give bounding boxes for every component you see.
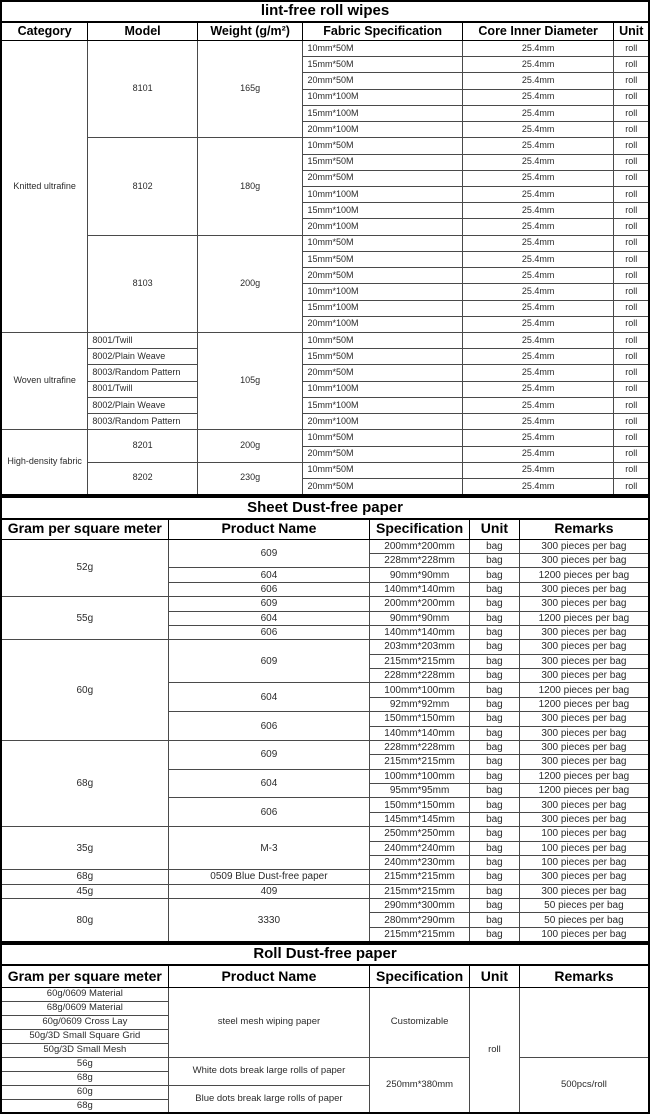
table-cell: 240mm*230mm — [370, 855, 470, 869]
column-header: Specification — [370, 519, 470, 540]
column-header: Gram per square meter — [1, 519, 168, 540]
table-cell: 8103 — [88, 235, 198, 332]
table-cell: bag — [469, 539, 519, 553]
table-cell: 145mm*145mm — [370, 812, 470, 826]
table-cell: 300 pieces per bag — [519, 712, 649, 726]
table-cell: 180g — [197, 138, 303, 235]
table-cell: 300 pieces per bag — [519, 554, 649, 568]
column-header: Unit — [469, 965, 519, 987]
table-cell: 92mm*92mm — [370, 697, 470, 711]
table-cell: 300 pieces per bag — [519, 798, 649, 812]
table-cell: 55g — [1, 597, 168, 640]
table-cell: roll — [614, 462, 649, 478]
table-cell: 25.4mm — [462, 316, 614, 332]
table-cell: 1200 pieces per bag — [519, 697, 649, 711]
table-cell: 606 — [168, 798, 370, 827]
table-row — [1, 987, 649, 1001]
table-cell: 8001/Twill — [88, 332, 198, 348]
table-cell: 25.4mm — [462, 268, 614, 284]
table-cell: 25.4mm — [462, 219, 614, 235]
table-cell: 20mm*100M — [303, 316, 462, 332]
table-cell: 150mm*150mm — [370, 712, 470, 726]
table-row — [1, 870, 649, 884]
table-cell: 100mm*100mm — [370, 683, 470, 697]
table-cell: roll — [614, 138, 649, 154]
table-cell: roll — [614, 105, 649, 121]
table-cell: 150mm*150mm — [370, 798, 470, 812]
table-cell: 8001/Twill — [88, 381, 198, 397]
table-cell: bag — [469, 827, 519, 841]
column-header: Category — [1, 22, 88, 40]
table-cell: 609 — [168, 539, 370, 568]
table-cell: roll — [614, 41, 649, 57]
table-cell: 90mm*90mm — [370, 568, 470, 582]
table-cell: 200g — [197, 235, 303, 332]
table-cell: 165g — [197, 41, 303, 138]
table-cell: 25.4mm — [462, 462, 614, 478]
table-cell: roll — [614, 332, 649, 348]
column-header: Fabric Specification — [303, 22, 462, 40]
table-cell: 228mm*228mm — [370, 669, 470, 683]
table-cell: 609 — [168, 597, 370, 611]
table-sheet-dust-free-paper — [0, 496, 650, 943]
table-cell: 300 pieces per bag — [519, 755, 649, 769]
table-cell: 500pcs/roll — [519, 1057, 649, 1113]
table-cell: 52g — [1, 539, 168, 597]
table-cell: bag — [469, 855, 519, 869]
table-cell: 25.4mm — [462, 478, 614, 495]
table-cell: 604 — [168, 769, 370, 798]
table-cell: 25.4mm — [462, 251, 614, 267]
table-cell: 8002/Plain Weave — [88, 349, 198, 365]
table-cell: bag — [469, 812, 519, 826]
table-cell: Blue dots break large rolls of paper — [168, 1085, 370, 1113]
table-cell: 203mm*203mm — [370, 640, 470, 654]
table-cell: 45g — [1, 884, 168, 898]
table-cell: roll — [614, 414, 649, 430]
table-cell: Knitted ultrafine — [1, 41, 88, 333]
table-cell: 60g — [1, 640, 168, 741]
table-cell: steel mesh wiping paper — [168, 987, 370, 1057]
table-cell: 25.4mm — [462, 414, 614, 430]
table-cell: roll — [614, 268, 649, 284]
table-row — [1, 827, 649, 841]
table-cell: roll — [614, 446, 649, 462]
table-cell: 8003/Random Pattern — [88, 365, 198, 381]
table-row — [1, 332, 649, 348]
table-cell: 10mm*100M — [303, 187, 462, 203]
table-cell: 215mm*215mm — [370, 884, 470, 898]
table-cell: 300 pieces per bag — [519, 726, 649, 740]
table-row — [1, 640, 649, 654]
table-cell: 25.4mm — [462, 430, 614, 446]
table-cell: roll — [614, 235, 649, 251]
table-cell: High-density fabric — [1, 430, 88, 495]
table-cell: 300 pieces per bag — [519, 597, 649, 611]
table-cell: 100 pieces per bag — [519, 841, 649, 855]
table-cell: 20mm*50M — [303, 446, 462, 462]
table-cell: 604 — [168, 568, 370, 582]
table-cell: bag — [469, 899, 519, 913]
table-cell: roll — [614, 219, 649, 235]
table-cell: 228mm*228mm — [370, 740, 470, 754]
table-cell: 0509 Blue Dust-free paper — [168, 870, 370, 884]
table-cell: 215mm*215mm — [370, 870, 470, 884]
table-cell: 20mm*50M — [303, 365, 462, 381]
table-cell: 8201 — [88, 430, 198, 462]
table-cell: roll — [614, 122, 649, 138]
column-header: Unit — [614, 22, 649, 40]
table-cell: 140mm*140mm — [370, 726, 470, 740]
table-row — [1, 414, 649, 430]
table-cell: 609 — [168, 740, 370, 769]
table-cell: bag — [469, 669, 519, 683]
table-cell: 90mm*90mm — [370, 611, 470, 625]
table-cell: 200g — [197, 430, 303, 462]
table-cell: 100 pieces per bag — [519, 927, 649, 942]
table-cell: bag — [469, 884, 519, 898]
table-cell: 25.4mm — [462, 138, 614, 154]
table-lint-free-roll-wipes — [0, 0, 650, 496]
table-cell: 100 pieces per bag — [519, 827, 649, 841]
table-cell: 609 — [168, 640, 370, 683]
table-cell: 68g — [1, 1099, 168, 1113]
table-cell: roll — [614, 397, 649, 413]
table-cell: 20mm*50M — [303, 73, 462, 89]
table-cell: 300 pieces per bag — [519, 669, 649, 683]
table-cell: 10mm*50M — [303, 332, 462, 348]
table-cell: 300 pieces per bag — [519, 654, 649, 668]
table-cell: 240mm*240mm — [370, 841, 470, 855]
table-cell: 100 pieces per bag — [519, 855, 649, 869]
table-cell: 20mm*50M — [303, 170, 462, 186]
table-cell: 25.4mm — [462, 73, 614, 89]
table-cell: bag — [469, 582, 519, 596]
table-cell: 215mm*215mm — [370, 927, 470, 942]
table-cell: 10mm*50M — [303, 462, 462, 478]
table-cell: 10mm*100M — [303, 381, 462, 397]
table-cell: 20mm*100M — [303, 219, 462, 235]
table-cell: 15mm*50M — [303, 349, 462, 365]
table-cell: bag — [469, 798, 519, 812]
table-cell: roll — [614, 430, 649, 446]
table-cell: bag — [469, 597, 519, 611]
table-cell: roll — [614, 154, 649, 170]
table-cell: 20mm*100M — [303, 414, 462, 430]
table-cell: bag — [469, 726, 519, 740]
table-cell: roll — [614, 284, 649, 300]
table-cell: 300 pieces per bag — [519, 640, 649, 654]
table-cell: roll — [614, 89, 649, 105]
table-cell: 1200 pieces per bag — [519, 769, 649, 783]
table-cell: 215mm*215mm — [370, 654, 470, 668]
table-row — [1, 235, 649, 251]
table-cell: 68g — [1, 870, 168, 884]
table-row — [1, 899, 649, 913]
table-cell: roll — [614, 316, 649, 332]
table-cell: 10mm*100M — [303, 89, 462, 105]
table-cell: 105g — [197, 332, 303, 429]
column-header: Remarks — [519, 965, 649, 987]
table-cell: 8202 — [88, 462, 198, 495]
column-header: Product Name — [168, 519, 370, 540]
table-row — [1, 539, 649, 553]
table-cell: 1200 pieces per bag — [519, 568, 649, 582]
table-cell: White dots break large rolls of paper — [168, 1057, 370, 1085]
table-cell: 8002/Plain Weave — [88, 397, 198, 413]
table-cell: bag — [469, 683, 519, 697]
table-cell: roll — [614, 381, 649, 397]
table-cell: 25.4mm — [462, 332, 614, 348]
section-title: lint-free roll wipes — [1, 1, 649, 22]
table-row — [1, 381, 649, 397]
table-cell: bag — [469, 841, 519, 855]
table-row — [1, 1057, 649, 1071]
section-title: Roll Dust-free paper — [1, 944, 649, 965]
table-cell: bag — [469, 712, 519, 726]
table-cell: 25.4mm — [462, 154, 614, 170]
table-cell: 8003/Random Pattern — [88, 414, 198, 430]
table-cell: roll — [614, 187, 649, 203]
table-cell: 25.4mm — [462, 381, 614, 397]
section-title: Sheet Dust-free paper — [1, 497, 649, 519]
table-cell: 20mm*50M — [303, 268, 462, 284]
table-row — [1, 740, 649, 754]
table-cell: 25.4mm — [462, 300, 614, 316]
table-cell: Woven ultrafine — [1, 332, 88, 429]
table-cell: 50g/3D Small Mesh — [1, 1043, 168, 1057]
table-cell: 8101 — [88, 41, 198, 138]
table-cell: 10mm*50M — [303, 41, 462, 57]
table-cell: 300 pieces per bag — [519, 625, 649, 639]
table-cell: 1200 pieces per bag — [519, 784, 649, 798]
table-cell: bag — [469, 568, 519, 582]
table-cell — [519, 987, 649, 1057]
table-cell: roll — [614, 365, 649, 381]
table-cell: 95mm*95mm — [370, 784, 470, 798]
table-cell: 140mm*140mm — [370, 625, 470, 639]
table-cell: 56g — [1, 1057, 168, 1071]
table-cell: 60g/0609 Material — [1, 987, 168, 1001]
table-cell: 68g — [1, 1071, 168, 1085]
table-cell: 15mm*50M — [303, 251, 462, 267]
table-cell: bag — [469, 611, 519, 625]
table-cell: 25.4mm — [462, 170, 614, 186]
table-cell: 10mm*50M — [303, 430, 462, 446]
table-cell: 606 — [168, 625, 370, 639]
table-cell: 25.4mm — [462, 105, 614, 121]
table-row — [1, 462, 649, 478]
column-header: Model — [88, 22, 198, 40]
table-cell: M-3 — [168, 827, 370, 870]
table-cell: bag — [469, 870, 519, 884]
column-header: Product Name — [168, 965, 370, 987]
column-header: Gram per square meter — [1, 965, 168, 987]
table-cell: roll — [614, 478, 649, 495]
table-cell: roll — [614, 57, 649, 73]
table-cell: 15mm*50M — [303, 154, 462, 170]
table-cell: bag — [469, 654, 519, 668]
table-cell: 215mm*215mm — [370, 755, 470, 769]
table-cell: 140mm*140mm — [370, 582, 470, 596]
table-cell: 25.4mm — [462, 365, 614, 381]
column-header: Core Inner Diameter — [462, 22, 614, 40]
table-cell: 15mm*100M — [303, 300, 462, 316]
table-cell: 200mm*200mm — [370, 539, 470, 553]
table-cell: 604 — [168, 683, 370, 712]
table-row — [1, 597, 649, 611]
table-cell: 250mm*380mm — [370, 1057, 470, 1113]
table-cell: 25.4mm — [462, 349, 614, 365]
column-header: Specification — [370, 965, 470, 987]
table-cell: 68g — [1, 740, 168, 826]
table-cell: 290mm*300mm — [370, 899, 470, 913]
table-cell: 50g/3D Small Square Grid — [1, 1029, 168, 1043]
table-cell: bag — [469, 554, 519, 568]
table-cell: 25.4mm — [462, 284, 614, 300]
table-cell: bag — [469, 784, 519, 798]
table-cell: roll — [614, 73, 649, 89]
table-cell: 230g — [197, 462, 303, 495]
table-row — [1, 138, 649, 154]
table-cell: 300 pieces per bag — [519, 582, 649, 596]
table-cell: roll — [469, 987, 519, 1113]
table-cell: 15mm*100M — [303, 203, 462, 219]
table-cell: 50 pieces per bag — [519, 899, 649, 913]
table-cell: 60g — [1, 1085, 168, 1099]
table-cell: Customizable — [370, 987, 470, 1057]
table-cell: 3330 — [168, 899, 370, 943]
table-cell: 300 pieces per bag — [519, 539, 649, 553]
table-cell: 25.4mm — [462, 41, 614, 57]
table-cell: 35g — [1, 827, 168, 870]
table-cell: 200mm*200mm — [370, 597, 470, 611]
table-row — [1, 349, 649, 365]
table-cell: roll — [614, 300, 649, 316]
table-cell: 228mm*228mm — [370, 554, 470, 568]
table-cell: 100mm*100mm — [370, 769, 470, 783]
table-cell: 25.4mm — [462, 397, 614, 413]
table-cell: bag — [469, 640, 519, 654]
table-cell: 10mm*100M — [303, 284, 462, 300]
table-cell: bag — [469, 913, 519, 927]
table-cell: 10mm*50M — [303, 235, 462, 251]
column-header: Remarks — [519, 519, 649, 540]
table-cell: 300 pieces per bag — [519, 884, 649, 898]
table-cell: 25.4mm — [462, 187, 614, 203]
table-cell: bag — [469, 755, 519, 769]
table-cell: bag — [469, 697, 519, 711]
table-cell: 1200 pieces per bag — [519, 683, 649, 697]
table-cell: bag — [469, 927, 519, 942]
table-cell: roll — [614, 349, 649, 365]
table-cell: 1200 pieces per bag — [519, 611, 649, 625]
table-cell: roll — [614, 251, 649, 267]
table-cell: 300 pieces per bag — [519, 740, 649, 754]
table-row — [1, 397, 649, 413]
column-header: Weight (g/m²) — [197, 22, 303, 40]
table-cell: 20mm*50M — [303, 478, 462, 495]
table-cell: 15mm*100M — [303, 397, 462, 413]
table-cell: 300 pieces per bag — [519, 870, 649, 884]
table-cell: 280mm*290mm — [370, 913, 470, 927]
table-cell: 50 pieces per bag — [519, 913, 649, 927]
table-cell: bag — [469, 769, 519, 783]
table-cell: 15mm*100M — [303, 105, 462, 121]
table-cell: roll — [614, 203, 649, 219]
table-cell: 80g — [1, 899, 168, 943]
table-row — [1, 884, 649, 898]
table-cell: 25.4mm — [462, 89, 614, 105]
column-header: Unit — [469, 519, 519, 540]
table-cell: 8102 — [88, 138, 198, 235]
table-cell: 25.4mm — [462, 235, 614, 251]
table-cell: bag — [469, 625, 519, 639]
table-row — [1, 41, 649, 57]
table-cell: 604 — [168, 611, 370, 625]
table-row — [1, 430, 649, 446]
table-cell: 25.4mm — [462, 203, 614, 219]
table-cell: 15mm*50M — [303, 57, 462, 73]
table-cell: 10mm*50M — [303, 138, 462, 154]
table-cell: 606 — [168, 582, 370, 596]
table-cell: roll — [614, 170, 649, 186]
table-cell: 606 — [168, 712, 370, 741]
table-cell: 68g/0609 Material — [1, 1001, 168, 1015]
table-cell: 300 pieces per bag — [519, 812, 649, 826]
table-cell: 25.4mm — [462, 446, 614, 462]
table-cell: 60g/0609 Cross Lay — [1, 1015, 168, 1029]
table-cell: 250mm*250mm — [370, 827, 470, 841]
table-cell: 409 — [168, 884, 370, 898]
table-cell: 25.4mm — [462, 122, 614, 138]
table-roll-dust-free-paper — [0, 943, 650, 1114]
table-cell: 20mm*100M — [303, 122, 462, 138]
table-cell: bag — [469, 740, 519, 754]
table-row — [1, 365, 649, 381]
table-cell: 25.4mm — [462, 57, 614, 73]
